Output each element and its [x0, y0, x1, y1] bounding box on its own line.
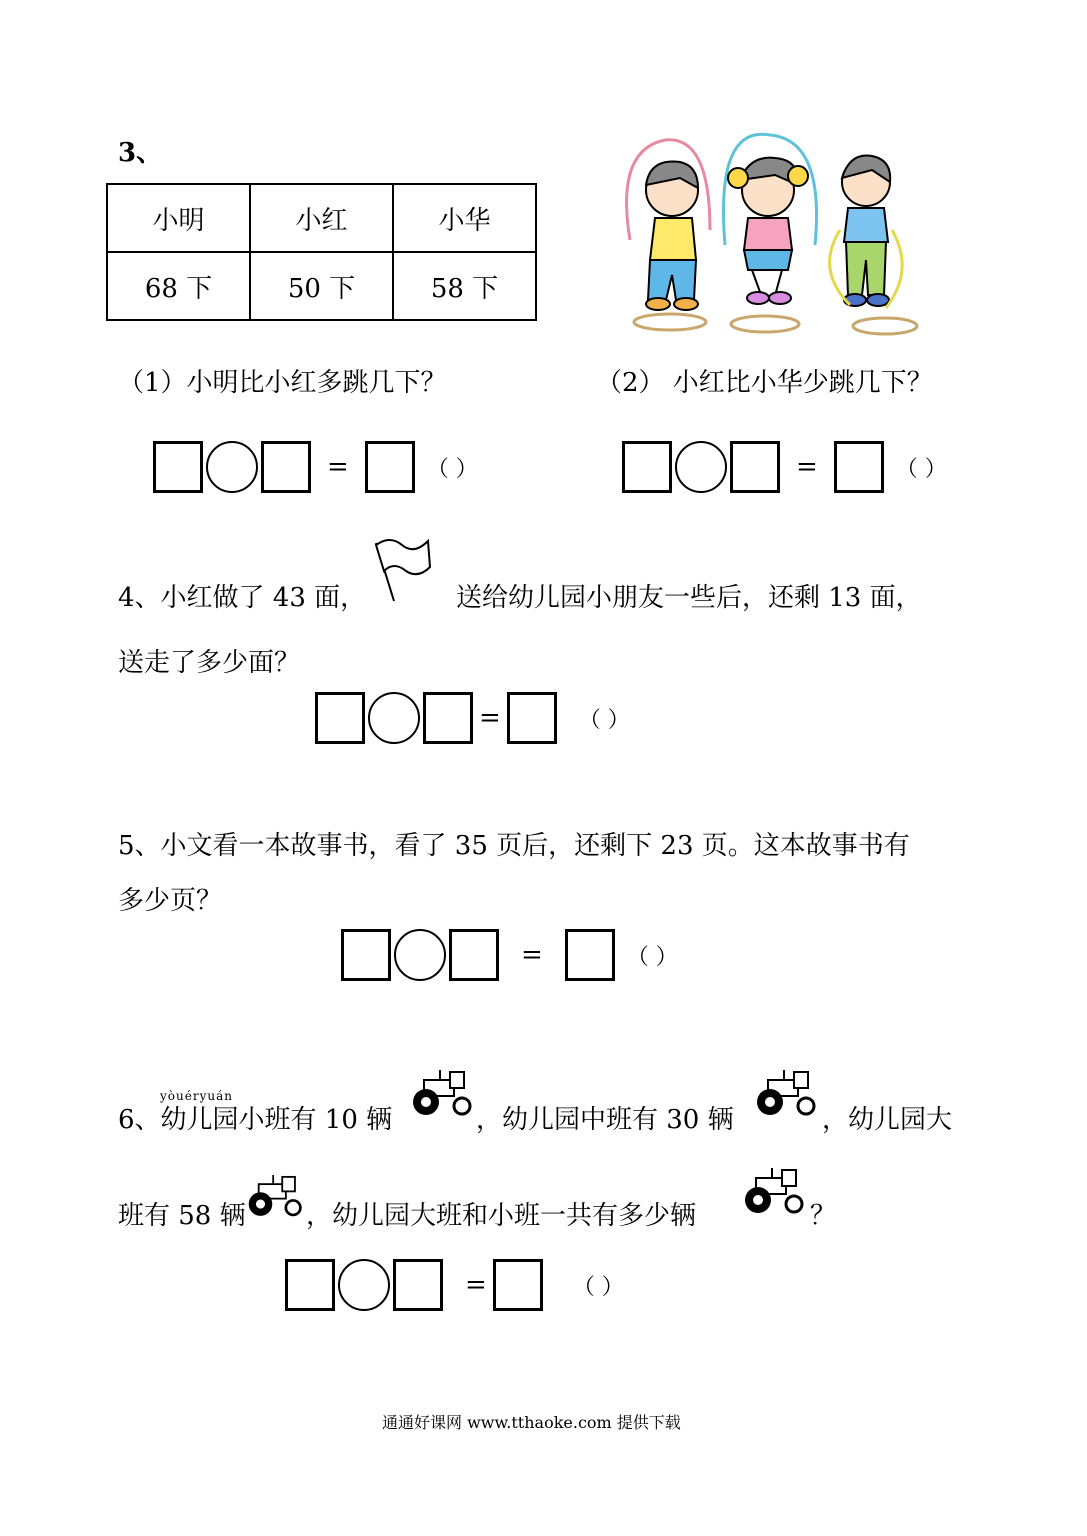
answer-box[interactable] — [449, 929, 499, 981]
answer-box[interactable] — [315, 692, 365, 744]
table-cell-name: 小红 — [250, 184, 393, 252]
tractor-icon — [742, 1164, 806, 1216]
tractor-icon — [754, 1066, 818, 1118]
answer-box[interactable] — [507, 692, 557, 744]
answer-box[interactable] — [493, 1259, 543, 1311]
operator-circle[interactable] — [368, 692, 420, 744]
operator-circle[interactable] — [394, 929, 446, 981]
answer-equation-3-2 — [622, 441, 947, 493]
question-4-line-1b: 送给幼儿园小朋友一些后，还剩 13 面， — [456, 583, 922, 613]
unit-parentheses[interactable]: （ ） — [572, 1274, 624, 1300]
equals-sign: = — [521, 940, 543, 970]
operator-circle[interactable] — [675, 441, 727, 493]
answer-box[interactable] — [153, 441, 203, 493]
equals-sign: = — [327, 452, 349, 482]
tractor-icon — [410, 1066, 474, 1118]
answer-box[interactable] — [834, 441, 884, 493]
answer-box[interactable] — [565, 929, 615, 981]
answer-box[interactable] — [365, 441, 415, 493]
answer-box[interactable] — [393, 1259, 443, 1311]
table-cell-name: 小明 — [107, 184, 250, 252]
question-4-line-1a: 4、小红做了 43 面， — [118, 583, 367, 613]
question-6-line-1b: ，幼儿园中班有 30 辆 — [476, 1105, 734, 1135]
question-3-sub-2: （2） 小红比小华少跳几下？ — [596, 368, 933, 398]
question-5-text-1: 5、小文看一本故事书，看了 35 页后，还剩下 23 页。这本故事书有 — [118, 831, 910, 861]
answer-box[interactable] — [423, 692, 473, 744]
unit-parentheses[interactable]: （ ） — [578, 707, 630, 733]
tractor-icon — [246, 1170, 304, 1220]
equals-sign: = — [465, 1270, 487, 1300]
question-6-line-2b: ，幼儿园大班和小班一共有多少辆 — [306, 1201, 697, 1231]
answer-equation-4 — [315, 692, 630, 744]
answer-box[interactable] — [622, 441, 672, 493]
jump-rope-children-illustration — [610, 130, 930, 340]
table-cell-count: 50 下 — [250, 252, 393, 320]
question-3-number: 3、 — [118, 138, 163, 168]
operator-circle[interactable] — [338, 1259, 390, 1311]
operator-circle[interactable] — [206, 441, 258, 493]
jump-rope-score-table — [106, 183, 537, 321]
question-6-line-2a: 班有 58 辆 — [118, 1201, 246, 1231]
pinyin-annotation: yòuéryuán — [160, 1089, 233, 1103]
question-6-line-1c: ，幼儿园大 — [822, 1105, 953, 1135]
unit-parentheses[interactable]: （ ） — [426, 456, 478, 482]
answer-box[interactable] — [730, 441, 780, 493]
question-5-line-1 — [118, 833, 910, 859]
answer-equation-5 — [341, 929, 678, 981]
answer-box[interactable] — [285, 1259, 335, 1311]
answer-box[interactable] — [341, 929, 391, 981]
table-cell-count: 58 下 — [393, 252, 536, 320]
answer-equation-3-1 — [153, 441, 478, 493]
unit-parentheses[interactable]: （ ） — [626, 944, 678, 970]
question-6-line-2c: ？ — [810, 1201, 837, 1231]
answer-equation-6 — [285, 1259, 624, 1311]
question-3-sub-1: （1）小明比小红多跳几下？ — [118, 368, 447, 398]
unit-parentheses[interactable]: （ ） — [895, 456, 947, 482]
question-6-line-1a: 6、幼儿园小班有 10 辆 — [118, 1105, 393, 1135]
page-footer: 通通好课网 www.tthaoke.com 提供下载 — [382, 1413, 681, 1432]
flag-icon — [370, 535, 434, 605]
equals-sign: = — [796, 452, 818, 482]
table-cell-count: 68 下 — [107, 252, 250, 320]
answer-box[interactable] — [261, 441, 311, 493]
equals-sign: = — [479, 703, 501, 733]
question-5-line-2: 多少页？ — [118, 886, 223, 916]
table-cell-name: 小华 — [393, 184, 536, 252]
question-4-line-2: 送走了多少面？ — [118, 648, 301, 678]
